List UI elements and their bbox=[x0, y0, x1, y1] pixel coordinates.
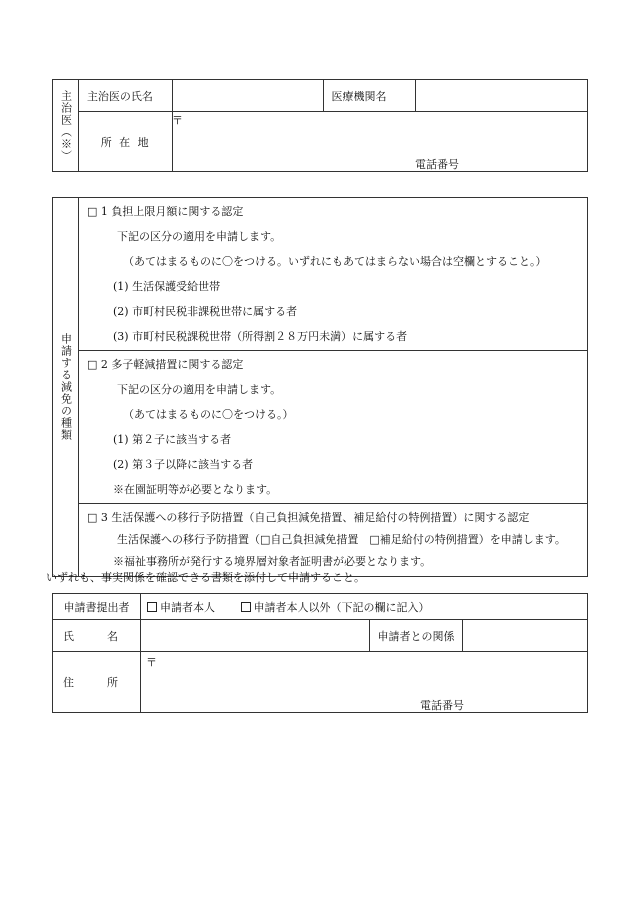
institution-field[interactable] bbox=[416, 80, 588, 112]
item2-option-2[interactable]: (2) 第３子以降に該当する者 bbox=[113, 458, 254, 471]
relation-field[interactable] bbox=[463, 620, 588, 652]
reduction-section-label-cell bbox=[53, 198, 79, 577]
submitter-name-field[interactable] bbox=[141, 620, 370, 652]
item1-title[interactable]: □ 1 負担上限月額に関する認定 bbox=[87, 205, 244, 218]
doctor-address-field[interactable] bbox=[173, 112, 588, 172]
submitter-phone-label: 電話番号 bbox=[420, 699, 464, 712]
doctor-name-field[interactable] bbox=[173, 80, 323, 112]
item2-title[interactable]: □ 2 多子軽減措置に関する認定 bbox=[87, 358, 244, 371]
reduction-section-label: 申請する減免の種類 bbox=[59, 333, 73, 441]
submitter-address-label: 住 所 bbox=[53, 652, 141, 713]
doctor-section-label: 主治医（※） bbox=[59, 89, 73, 162]
doctor-phone-label: 電話番号 bbox=[415, 158, 459, 171]
institution-label: 医療機関名 bbox=[323, 80, 416, 112]
item3-line1: 生活保護への移行予防措置（□自己負担減免措置 □補足給付の特例措置）を申請します。 bbox=[117, 533, 566, 546]
doctor-name-label: 主治医の氏名 bbox=[78, 80, 173, 112]
submitter-self-checkbox[interactable] bbox=[147, 602, 157, 612]
item1-option-3[interactable]: (3) 市町村民税課税世帯（所得割２８万円未満）に属する者 bbox=[113, 330, 408, 343]
item1-option-1[interactable]: (1) 生活保護受給世帯 bbox=[113, 280, 221, 293]
submitter-other-checkbox[interactable] bbox=[241, 602, 251, 612]
item1-option-2[interactable]: (2) 市町村民税非課税世帯に属する者 bbox=[113, 305, 298, 318]
submitter-other-option[interactable] bbox=[241, 601, 430, 614]
item2-note: ※在園証明等が必要となります。 bbox=[113, 483, 278, 496]
submitter-address-field[interactable] bbox=[141, 652, 588, 713]
item2-cell bbox=[79, 351, 588, 504]
item1-cell bbox=[79, 198, 588, 351]
attach-note: いずれも、事実関係を確認できる書類を添付して申請すること。 bbox=[46, 571, 365, 584]
item1-line1: 下記の区分の適用を申請します。 bbox=[117, 230, 282, 243]
item3-title[interactable]: □ 3 生活保護への移行予防措置（自己負担減免措置、補足給付の特例措置）に関する認定 bbox=[87, 511, 530, 524]
submitter-table bbox=[52, 593, 588, 713]
submitter-name-label: 氏 名 bbox=[53, 620, 141, 652]
doctor-address-label: 所 在 地 bbox=[78, 112, 173, 172]
doctor-section-label-cell bbox=[53, 80, 79, 172]
item2-line2: （あてはまるものに〇をつける。） bbox=[123, 408, 294, 421]
item1-line2: （あてはまるものに〇をつける。いずれにもあてはまらない場合は空欄とすること。） bbox=[123, 255, 547, 268]
reduction-table bbox=[52, 197, 588, 577]
doctor-table bbox=[52, 79, 588, 172]
submitter-zip-mark: 〒 bbox=[146, 656, 157, 669]
submitter-options bbox=[141, 594, 588, 620]
item3-note: ※福祉事務所が発行する境界層対象者証明書が必要となります。 bbox=[113, 555, 432, 568]
item2-line1: 下記の区分の適用を申請します。 bbox=[117, 383, 282, 396]
submitter-label: 申請書提出者 bbox=[53, 594, 141, 620]
item3-cell bbox=[79, 504, 588, 577]
submitter-other-label: 申請者本人以外（下記の欄に記入） bbox=[253, 600, 430, 614]
doctor-zip-mark: 〒 bbox=[172, 114, 183, 127]
relation-label: 申請者との関係 bbox=[370, 620, 463, 652]
item2-option-1[interactable]: (1) 第２子に該当する者 bbox=[113, 433, 232, 446]
submitter-self-label: 申請者本人 bbox=[160, 600, 215, 614]
submitter-self-option[interactable] bbox=[147, 601, 215, 614]
